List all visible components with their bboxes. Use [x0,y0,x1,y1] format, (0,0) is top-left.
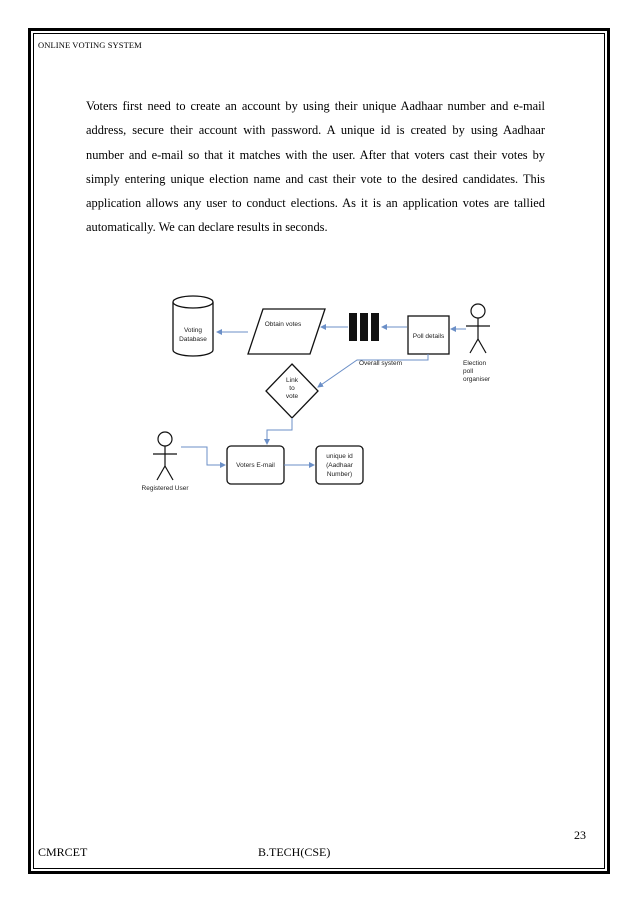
organiser-label-line1: Election [463,360,487,367]
unique-id-label-line3: Number) [326,471,353,478]
obtain-votes-label: Obtain votes [264,321,302,328]
unique-id-label-line1: unique id [326,453,353,460]
unique-id-label-line2: (Aadhaar [326,462,353,469]
ballot-bars-icon [349,313,379,341]
poll-details-label: Poll details [412,333,445,340]
overall-system-label: Overall system [359,360,402,367]
footer-college: CMRCET [38,845,88,859]
registered-user-actor-icon [153,432,177,480]
page-number: 23 [574,828,586,842]
organiser-label-line3: organiser [463,376,491,383]
header-title: ONLINE VOTING SYSTEM [38,40,142,50]
voting-database-icon [173,296,213,356]
election-organiser-actor-icon [466,304,490,353]
body-paragraph: Voters first need to create an account by using their unique Aadhaar number and e-mail address, secure their account with password. A unique id is created by using Aadhaar number and e-mail so that it matches with the user. After that voters cast their votes by simply entering unique election name and cast their vote to the desired candidates. This application allows any user to conduct elections. As it is an application votes are tallied automatically. We can declare results in seconds. [86,99,545,235]
link-label-line1: Link [286,377,298,384]
system-flow-diagram [135,284,495,499]
obtain-votes-shape [248,309,325,354]
organiser-label-line2: poll [463,368,474,375]
registered-user-label: Registered User [141,485,189,492]
database-label-line1: Voting [183,327,203,334]
link-label-line3: vote [285,393,299,400]
link-label-line2: to [289,385,295,392]
voters-email-label: Voters E-mail [236,462,275,469]
database-label-line2: Database [179,336,207,343]
footer-course: B.TECH(CSE) [258,845,331,859]
